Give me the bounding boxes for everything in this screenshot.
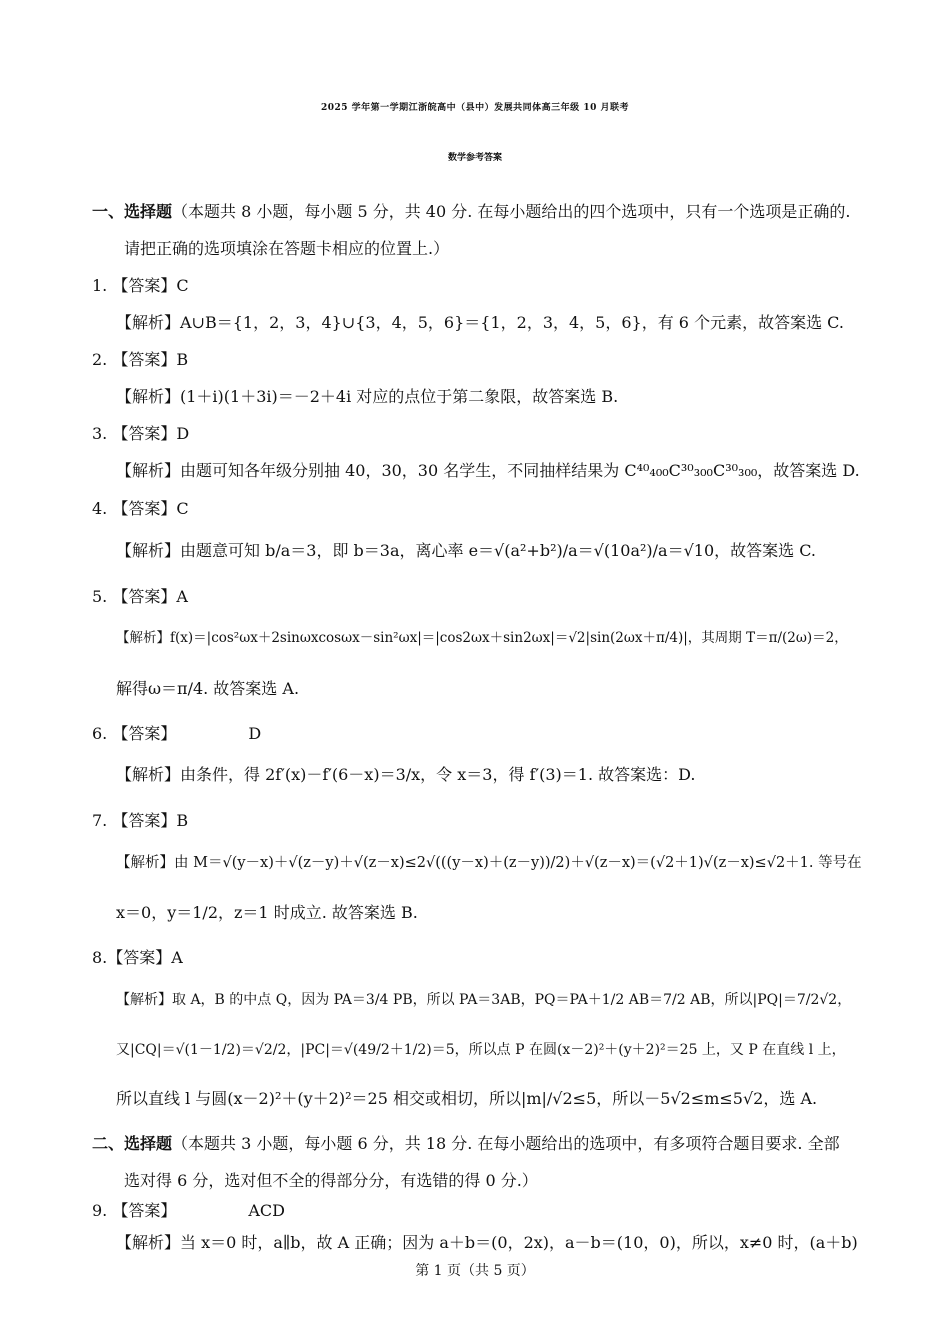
q6-answer: 6. 【答案】 D bbox=[92, 724, 262, 743]
section-2-heading: 二、选择题 bbox=[92, 1134, 173, 1153]
section-1-line-1 bbox=[92, 202, 851, 222]
q4-analysis: 【解析】由题意可知 b/a＝3，即 b＝3a，离心率 e＝√(a²+b²)/a＝√(10a²)/a＝√10，故答案选 C. bbox=[116, 541, 816, 560]
section-1-desc-2: 请把正确的选项填涂在答题卡相应的位置上.） bbox=[124, 239, 450, 258]
q3-answer: 3. 【答案】D bbox=[92, 424, 190, 443]
q6-analysis: 【解析】由条件，得 2f′(x)－f′(6－x)＝3/x，令 x＝3，得 f′(3)＝1. 故答案选：D. bbox=[116, 765, 696, 784]
section-2-desc-1: （本题共 3 小题，每小题 6 分，共 18 分. 在每小题给出的选项中，有多项符合题目要求. 全部 bbox=[172, 1134, 840, 1153]
q2-answer: 2. 【答案】B bbox=[92, 350, 189, 369]
q1-answer: 1. 【答案】C bbox=[92, 276, 189, 295]
q5-analysis-2: 解得ω＝π/4. 故答案选 A. bbox=[116, 679, 300, 698]
page-title: 2025 学年第一学期江浙皖高中（县中）发展共同体高三年级 10 月联考 bbox=[321, 103, 629, 113]
q8-answer: 8.【答案】A bbox=[92, 948, 183, 967]
section-1-desc-1: （本题共 8 小题，每小题 5 分，共 40 分. 在每小题给出的四个选项中，只有一个选项是正确的. bbox=[172, 202, 851, 221]
q7-answer: 7. 【答案】B bbox=[92, 811, 189, 830]
q5-answer: 5. 【答案】A bbox=[92, 587, 188, 606]
section-2-line-1 bbox=[92, 1134, 840, 1154]
q8-analysis-2: 又|CQ|＝√(1－1/2)＝√2/2，|PC|＝√(49/2＋1/2)＝5，所以点 P 在圆(x－2)²＋(y＋2)²＝25 上，又 P 在直线 l 上， bbox=[116, 1042, 846, 1058]
q7-analysis-1: 【解析】由 M＝√(y－x)＋√(z－y)＋√(z－x)≤2√(((y－x)＋(z－y))/2)＋√(z－x)＝(√2＋1)√(z－x)≤√2＋1. 等号在 bbox=[116, 855, 862, 871]
section-1-heading: 一、选择题 bbox=[92, 202, 173, 221]
q7-analysis-2: x＝0，y＝1/2，z＝1 时成立. 故答案选 B. bbox=[116, 903, 418, 922]
q5-analysis-1: 【解析】f(x)＝|cos²ωx＋2sinωxcosωx－sin²ωx|＝|cos2ωx＋sin2ωx|＝√2|sin(2ωx＋π/4)|，其周期 T＝π/(2ω)＝2， bbox=[116, 630, 848, 646]
section-2-desc-2: 选对得 6 分，选对但不全的得部分分，有选错的得 0 分.） bbox=[124, 1171, 538, 1190]
q8-analysis-3: 所以直线 l 与圆(x－2)²＋(y＋2)²＝25 相交或相切，所以|m|/√2≤5，所以－5√2≤m≤5√2，选 A. bbox=[116, 1089, 818, 1108]
page-footer: 第 1 页（共 5 页） bbox=[415, 1263, 535, 1279]
q9-analysis: 【解析】当 x＝0 时，a∥b，故 A 正确；因为 a＋b＝(0，2x)，a－b＝(10，0)，所以，x≠0 时，(a＋b) bbox=[116, 1233, 858, 1252]
q9-answer: 9. 【答案】 ACD bbox=[92, 1201, 285, 1220]
q1-analysis: 【解析】A∪B＝{1，2，3，4}∪{3，4，5，6}＝{1，2，3，4，5，6}，有 6 个元素，故答案选 C. bbox=[116, 313, 844, 332]
q2-analysis: 【解析】(1＋i)(1＋3i)＝－2＋4i 对应的点位于第二象限，故答案选 B. bbox=[116, 387, 619, 406]
q3-analysis: 【解析】由题可知各年级分别抽 40，30，30 名学生，不同抽样结果为 C⁴⁰₄₀₀C³⁰₃₀₀C³⁰₃₀₀，故答案选 D. bbox=[116, 461, 860, 480]
q8-analysis-1: 【解析】取 A，B 的中点 Q，因为 PA＝3/4 PB，所以 PA＝3AB，PQ＝PA＋1/2 AB＝7/2 AB，所以|PQ|＝7/2√2， bbox=[116, 992, 852, 1008]
page-subtitle: 数学参考答案 bbox=[447, 153, 502, 163]
q4-answer: 4. 【答案】C bbox=[92, 499, 189, 518]
